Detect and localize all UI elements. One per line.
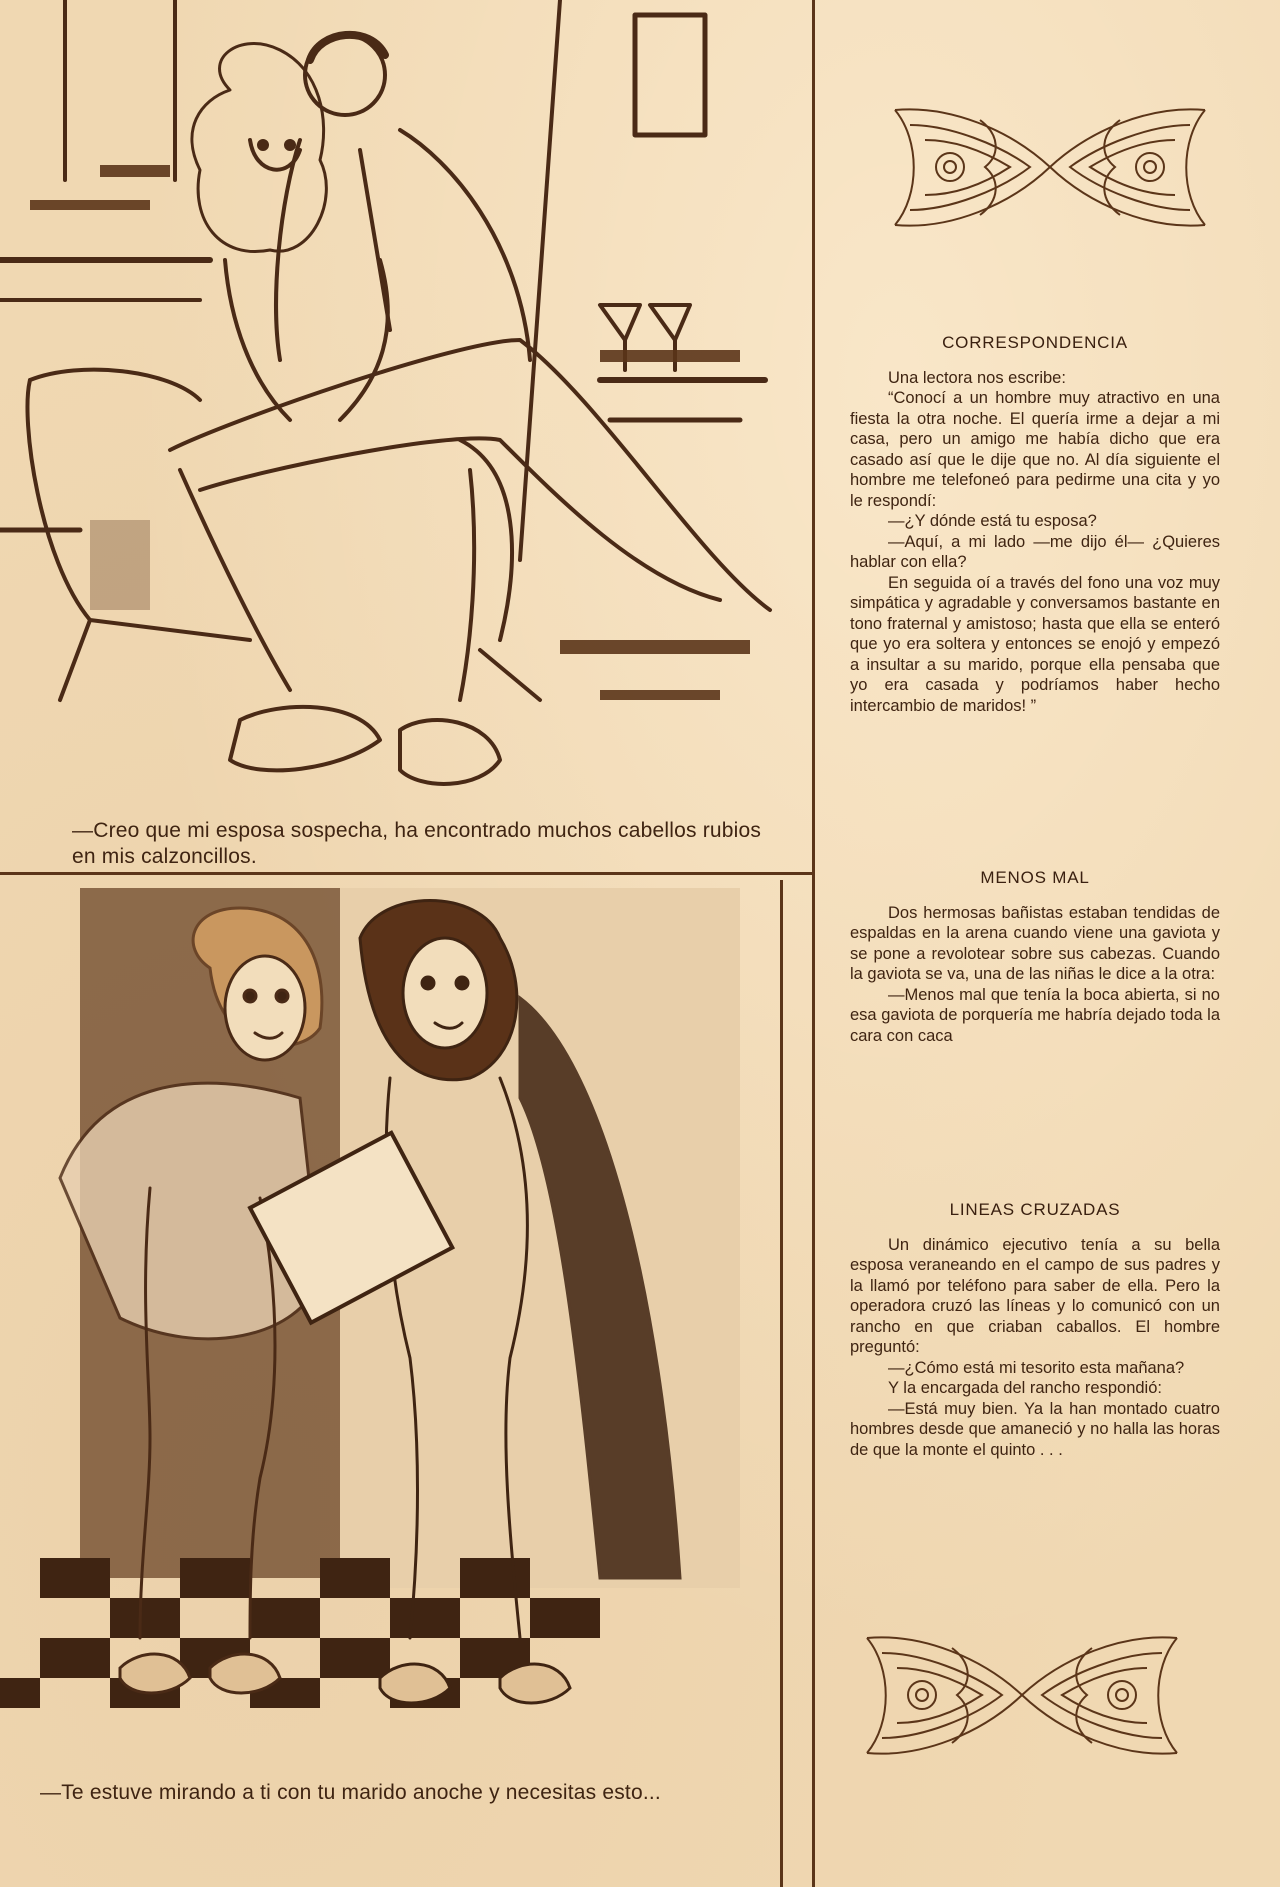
vertical-rule (812, 0, 815, 1887)
article-paragraph: —Menos mal que tenía la boca abierta, si no esa gaviota de porquería me habría dejado toda la cara con caca (850, 985, 1220, 1045)
horizontal-rule (0, 872, 815, 875)
article-paragraph: —Está muy bien. Ya la han montado cuatro hombres desde que amaneció y no halla las horas de que la monte el quinto . . . (850, 1399, 1220, 1459)
article-menos-mal (850, 868, 1220, 1046)
article-title: MENOS MAL (980, 868, 1090, 887)
article-paragraph: Una lectora nos escribe: (888, 368, 1066, 387)
article-paragraph: —¿Y dónde está tu esposa? (888, 512, 1097, 530)
cartoon-panel-top (0, 0, 810, 805)
ornament-flourish-bottom (862, 1628, 1182, 1763)
article-lineas-cruzadas (850, 1200, 1220, 1460)
ornament-flourish-top (890, 100, 1210, 235)
article-paragraph: Y la encargada del rancho respondió: (888, 1379, 1162, 1397)
article-paragraph: Dos hermosas bañistas estaban tendidas de espaldas en la arena cuando viene una gaviota y se pone a revolotear sobre sus cabezas. Cuando la gaviota se va, una de las niñas le dice a la otra: (850, 903, 1220, 983)
cartoon-caption-bottom: —Te estuve mirando a ti con tu marido anoche y necesitas esto... (40, 1781, 661, 1804)
article-paragraph: —Aquí, a mi lado —me dijo él— ¿Quieres hablar con ella? (850, 532, 1220, 571)
cartoon-caption-top: —Creo que mi esposa sospecha, ha encontrado muchos cabellos rubios en mis calzoncillos. (72, 819, 762, 868)
article-paragraph: “Conocí a un hombre muy atractivo en una fiesta la otra noche. El quería irme a dejar a mi casa, pero un amigo me había dicho que era casado así que le dije que no. Al día siguiente el hombre me telefoneó para pedirme una cita y yo le respondí: (850, 389, 1220, 510)
article-paragraph: En seguida oí a través del fono una voz muy simpática y agradable y conversamos bastante en tono fraternal y amistoso; hasta que ella se enteró que yo era soltera y entonces se enojó y empezó a insultar a su marido, porque ella pensaba que yo era casada y podríamos haber hecho intercambio de maridos! ” (850, 573, 1220, 715)
vertical-rule-lower (780, 880, 783, 1887)
article-title: CORRESPONDENCIA (942, 333, 1128, 352)
article-correspondencia (850, 333, 1220, 716)
article-paragraph: Un dinámico ejecutivo tenía a su bella esposa veraneando en el campo de sus padres y la llamó por teléfono para saber de ella. Pero la operadora cruzó las líneas y lo comunicó con un rancho en que criaban caballos. El hombre preguntó: (850, 1235, 1220, 1356)
article-paragraph: —¿Cómo está mi tesorito esta mañana? (888, 1358, 1185, 1377)
cartoon-illustration-two-women (0, 878, 778, 1758)
cartoon-panel-bottom (0, 878, 778, 1758)
article-title: LINEAS CRUZADAS (949, 1200, 1121, 1219)
cartoon-illustration-couple (0, 0, 810, 805)
